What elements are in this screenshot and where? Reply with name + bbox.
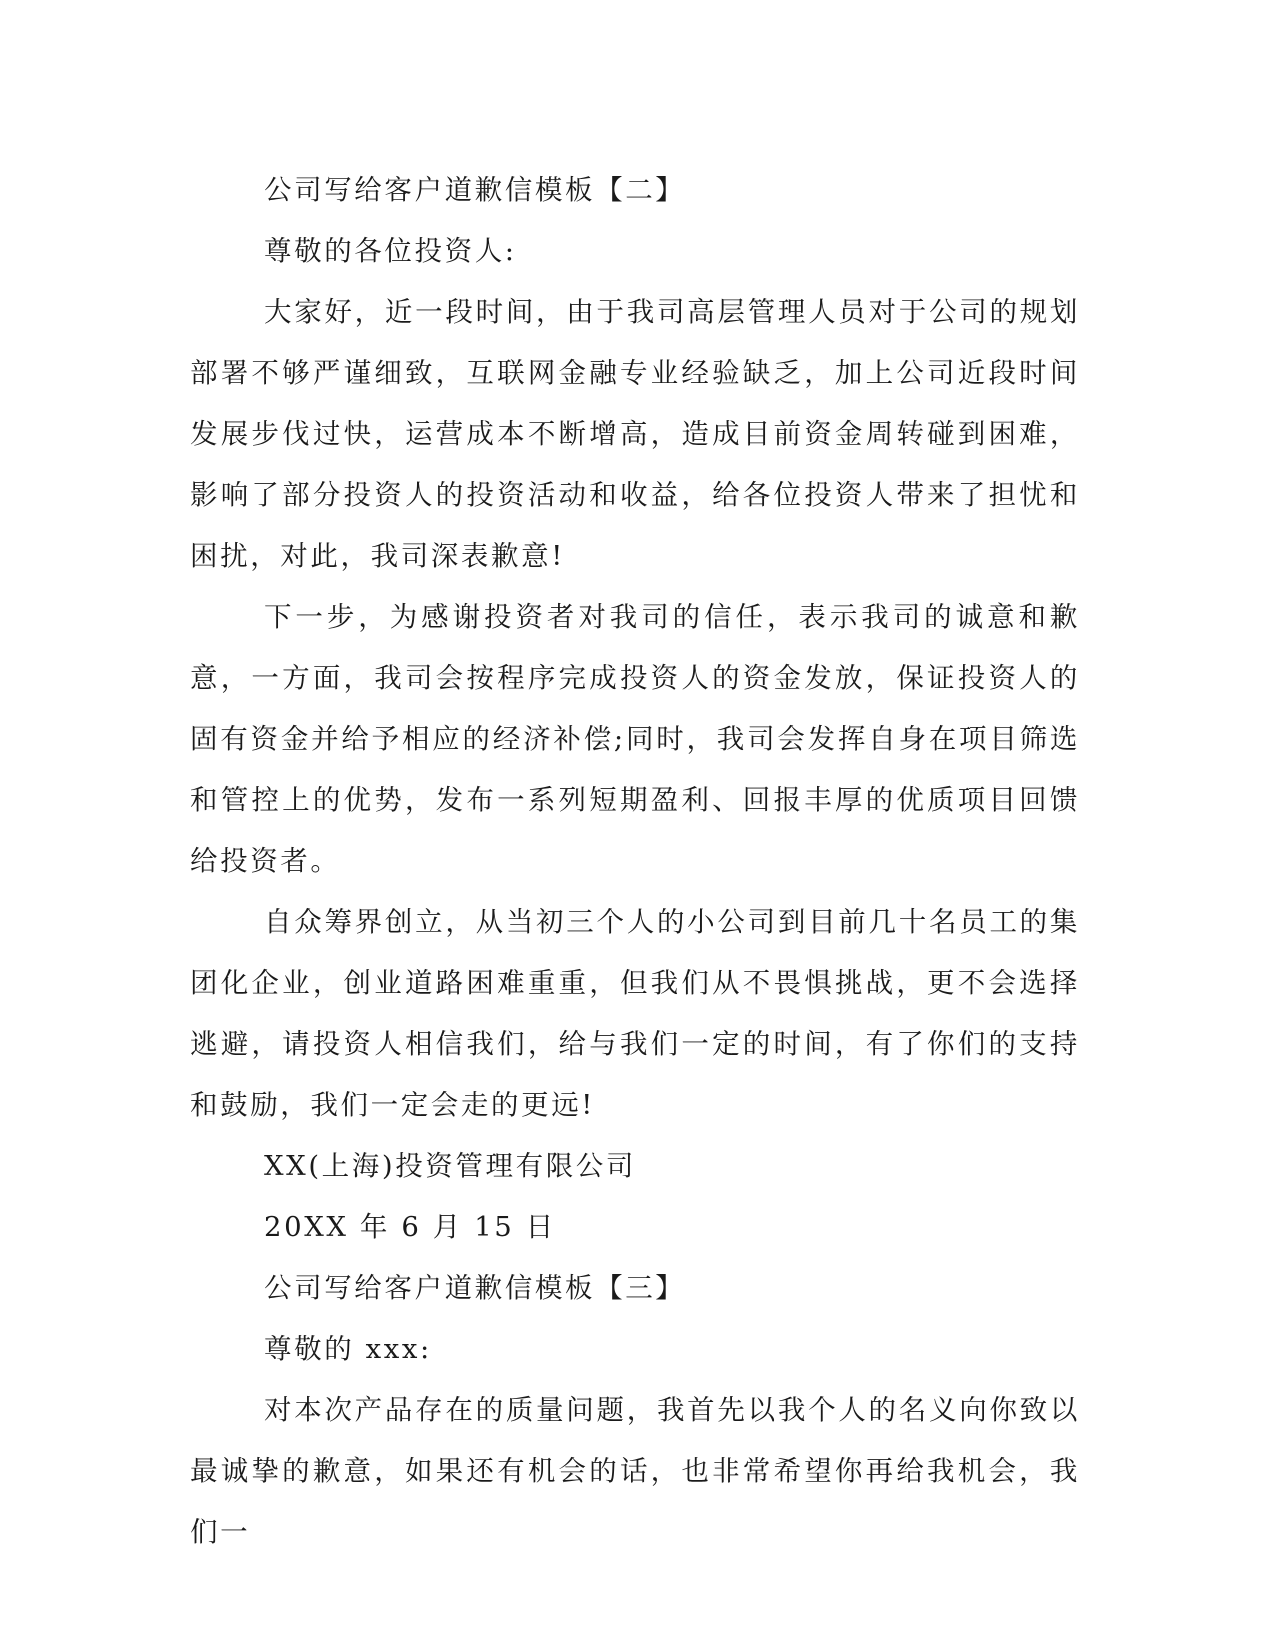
paragraph-apology: 大家好，近一段时间，由于我司高层管理人员对于公司的规划部署不够严谨细致，互联网金融专业经验缺乏，加上公司近段时间发展步伐过快，运营成本不断增高，造成目前资金周转碰到困难，影响了部分投资人的投资活动和收益，给各位投资人带来了担忧和困扰，对此，我司深表歉意! <box>190 296 1080 572</box>
paragraph-next-steps: 下一步，为感谢投资者对我司的信任，表示我司的诚意和歉意，一方面，我司会按程序完成投资人的资金发放，保证投资人的固有资金并给予相应的经济补偿;同时，我司会发挥自身在项目筛选和管控上的优势，发布一系列短期盈利、回报丰厚的优质项目回馈给投资者。 <box>190 601 1080 877</box>
section-heading-two: 公司写给客户道歉信模板【二】 <box>264 174 686 206</box>
signature-date: 20XX 年 6 月 15 日 <box>264 1211 556 1243</box>
signature-company: XX(上海)投资管理有限公司 <box>264 1150 637 1182</box>
salutation-investors: 尊敬的各位投资人: <box>264 235 517 267</box>
document-body <box>190 160 1080 1563</box>
salutation-xxx: 尊敬的 xxx: <box>264 1333 432 1365</box>
paragraph-company-history: 自众筹界创立，从当初三个人的小公司到目前几十名员工的集团化企业，创业道路困难重重，但我们从不畏惧挑战，更不会选择逃避，请投资人相信我们，给与我们一定的时间，有了你们的支持和鼓励，我们一定会走的更远! <box>190 906 1080 1121</box>
paragraph-quality-apology: 对本次产品存在的质量问题，我首先以我个人的名义向你致以最诚挚的歉意，如果还有机会的话，也非常希望你再给我机会，我们一 <box>190 1394 1080 1548</box>
section-heading-three: 公司写给客户道歉信模板【三】 <box>264 1272 686 1304</box>
